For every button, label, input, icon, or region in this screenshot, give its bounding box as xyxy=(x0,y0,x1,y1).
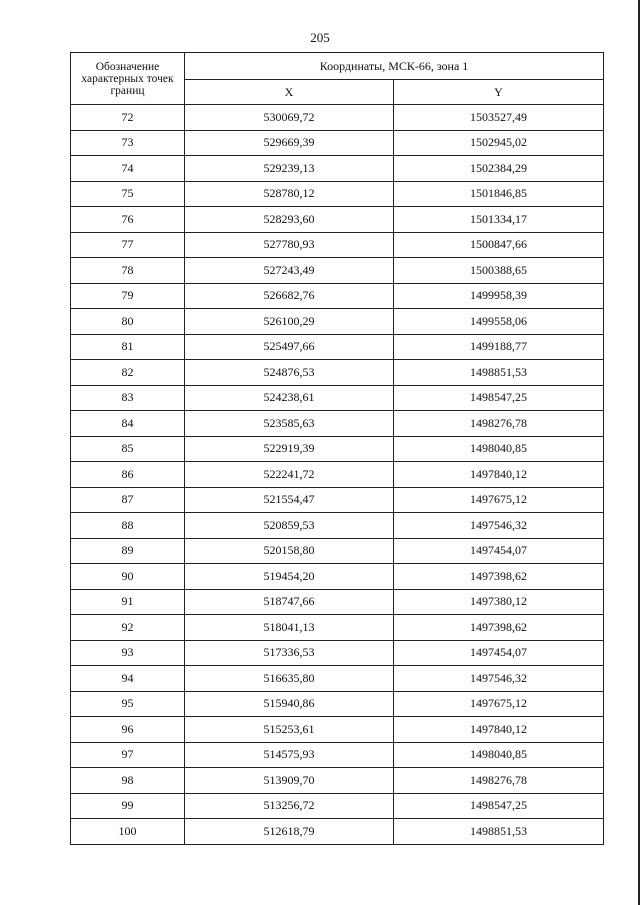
point-cell: 87 xyxy=(71,487,185,513)
point-cell: 98 xyxy=(71,768,185,794)
point-cell: 84 xyxy=(71,411,185,437)
table-row xyxy=(71,334,604,360)
table-body xyxy=(71,105,604,845)
coordinates-table xyxy=(70,52,604,845)
y-coordinate-cell: 1497546,32 xyxy=(394,666,604,692)
x-coordinate-cell: 518747,66 xyxy=(185,589,394,615)
table-row xyxy=(71,105,604,131)
point-cell: 96 xyxy=(71,717,185,743)
table-row xyxy=(71,819,604,845)
point-cell: 93 xyxy=(71,640,185,666)
page-number: 205 xyxy=(310,30,330,45)
x-coordinate-cell: 525497,66 xyxy=(185,334,394,360)
y-coordinate-cell: 1501334,17 xyxy=(394,207,604,233)
y-coordinate-cell: 1497380,12 xyxy=(394,589,604,615)
x-coordinate-cell: 524238,61 xyxy=(185,385,394,411)
point-cell: 76 xyxy=(71,207,185,233)
x-coordinate-cell: 515940,86 xyxy=(185,691,394,717)
x-coordinate-cell: 524876,53 xyxy=(185,360,394,386)
x-coordinate-cell: 528293,60 xyxy=(185,207,394,233)
point-cell: 94 xyxy=(71,666,185,692)
x-coordinate-cell: 527780,93 xyxy=(185,232,394,258)
y-coordinate-cell: 1498040,85 xyxy=(394,742,604,768)
y-coordinate-cell: 1498851,53 xyxy=(394,819,604,845)
x-coordinate-cell: 529239,13 xyxy=(185,156,394,182)
point-cell: 72 xyxy=(71,105,185,131)
y-coordinate-cell: 1500388,65 xyxy=(394,258,604,284)
y-coordinate-cell: 1497675,12 xyxy=(394,487,604,513)
x-coordinate-cell: 529669,39 xyxy=(185,130,394,156)
y-coordinate-cell: 1497840,12 xyxy=(394,717,604,743)
x-coordinate-cell: 513909,70 xyxy=(185,768,394,794)
y-coordinate-cell: 1498276,78 xyxy=(394,411,604,437)
table-row xyxy=(71,615,604,641)
x-coordinate-cell: 519454,20 xyxy=(185,564,394,590)
table-row xyxy=(71,360,604,386)
x-coordinate-cell: 520859,53 xyxy=(185,513,394,539)
table-row xyxy=(71,717,604,743)
y-coordinate-cell: 1500847,66 xyxy=(394,232,604,258)
point-cell: 82 xyxy=(71,360,185,386)
y-coordinate-cell: 1498547,25 xyxy=(394,385,604,411)
point-cell: 83 xyxy=(71,385,185,411)
table-row xyxy=(71,462,604,488)
coordinates-system-header: Координаты, МСК-66, зона 1 xyxy=(185,53,604,80)
point-cell: 88 xyxy=(71,513,185,539)
y-column-header: Y xyxy=(394,80,604,105)
table-row xyxy=(71,436,604,462)
point-cell: 99 xyxy=(71,793,185,819)
y-coordinate-cell: 1497675,12 xyxy=(394,691,604,717)
point-cell: 85 xyxy=(71,436,185,462)
table-row xyxy=(71,258,604,284)
point-cell: 73 xyxy=(71,130,185,156)
x-coordinate-cell: 515253,61 xyxy=(185,717,394,743)
table-row xyxy=(71,564,604,590)
y-coordinate-cell: 1498851,53 xyxy=(394,360,604,386)
x-coordinate-cell: 523585,63 xyxy=(185,411,394,437)
x-coordinate-cell: 522241,72 xyxy=(185,462,394,488)
table-row xyxy=(71,768,604,794)
y-coordinate-cell: 1502384,29 xyxy=(394,156,604,182)
table-row xyxy=(71,156,604,182)
table-row xyxy=(71,309,604,335)
x-coordinate-cell: 528780,12 xyxy=(185,181,394,207)
table-row xyxy=(71,742,604,768)
table-row xyxy=(71,130,604,156)
point-cell: 97 xyxy=(71,742,185,768)
table-row xyxy=(71,589,604,615)
y-coordinate-cell: 1502945,02 xyxy=(394,130,604,156)
y-coordinate-cell: 1499188,77 xyxy=(394,334,604,360)
point-cell: 74 xyxy=(71,156,185,182)
point-designation-header: Обозначение характерных точек границ xyxy=(71,53,185,105)
x-coordinate-cell: 522919,39 xyxy=(185,436,394,462)
table-row xyxy=(71,691,604,717)
table-row xyxy=(71,538,604,564)
x-column-header: X xyxy=(185,80,394,105)
point-cell: 89 xyxy=(71,538,185,564)
x-coordinate-cell: 514575,93 xyxy=(185,742,394,768)
y-coordinate-cell: 1498040,85 xyxy=(394,436,604,462)
y-coordinate-cell: 1497398,62 xyxy=(394,615,604,641)
x-coordinate-cell: 526682,76 xyxy=(185,283,394,309)
point-cell: 80 xyxy=(71,309,185,335)
y-coordinate-cell: 1501846,85 xyxy=(394,181,604,207)
y-coordinate-cell: 1498276,78 xyxy=(394,768,604,794)
point-cell: 77 xyxy=(71,232,185,258)
point-cell: 91 xyxy=(71,589,185,615)
table-row xyxy=(71,793,604,819)
point-cell: 95 xyxy=(71,691,185,717)
x-coordinate-cell: 521554,47 xyxy=(185,487,394,513)
table-row xyxy=(71,640,604,666)
x-coordinate-cell: 520158,80 xyxy=(185,538,394,564)
table-row xyxy=(71,207,604,233)
x-coordinate-cell: 512618,79 xyxy=(185,819,394,845)
table-row xyxy=(71,666,604,692)
y-coordinate-cell: 1497454,07 xyxy=(394,640,604,666)
y-coordinate-cell: 1503527,49 xyxy=(394,105,604,131)
y-coordinate-cell: 1498547,25 xyxy=(394,793,604,819)
table-row xyxy=(71,487,604,513)
x-coordinate-cell: 527243,49 xyxy=(185,258,394,284)
point-cell: 92 xyxy=(71,615,185,641)
table-row xyxy=(71,181,604,207)
x-coordinate-cell: 530069,72 xyxy=(185,105,394,131)
x-coordinate-cell: 518041,13 xyxy=(185,615,394,641)
point-cell: 86 xyxy=(71,462,185,488)
table-row xyxy=(71,385,604,411)
point-cell: 79 xyxy=(71,283,185,309)
point-cell: 81 xyxy=(71,334,185,360)
y-coordinate-cell: 1499958,39 xyxy=(394,283,604,309)
table-row xyxy=(71,411,604,437)
point-cell: 100 xyxy=(71,819,185,845)
point-cell: 90 xyxy=(71,564,185,590)
x-coordinate-cell: 513256,72 xyxy=(185,793,394,819)
y-coordinate-cell: 1497546,32 xyxy=(394,513,604,539)
point-cell: 75 xyxy=(71,181,185,207)
point-cell: 78 xyxy=(71,258,185,284)
x-coordinate-cell: 516635,80 xyxy=(185,666,394,692)
x-coordinate-cell: 517336,53 xyxy=(185,640,394,666)
y-coordinate-cell: 1497398,62 xyxy=(394,564,604,590)
y-coordinate-cell: 1499558,06 xyxy=(394,309,604,335)
table-row xyxy=(71,232,604,258)
y-coordinate-cell: 1497454,07 xyxy=(394,538,604,564)
y-coordinate-cell: 1497840,12 xyxy=(394,462,604,488)
table-row xyxy=(71,283,604,309)
table-row xyxy=(71,513,604,539)
x-coordinate-cell: 526100,29 xyxy=(185,309,394,335)
